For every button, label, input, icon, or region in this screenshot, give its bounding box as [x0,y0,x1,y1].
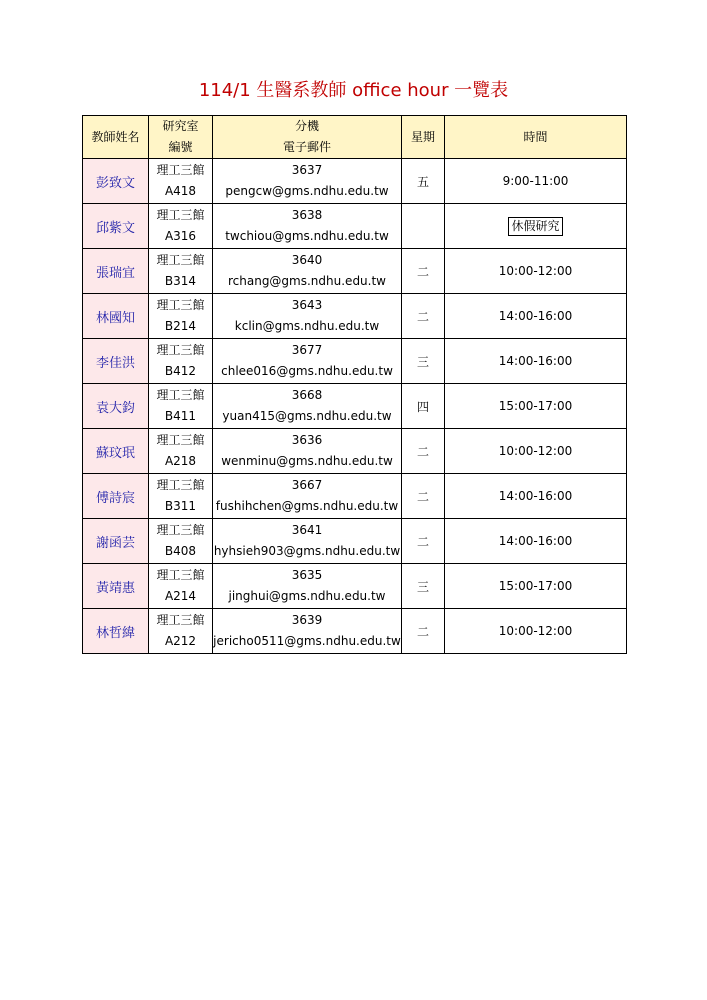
teacher-name-cell: 謝函芸 [83,519,149,564]
day-cell: 二 [402,429,445,474]
building-name: 理工三館 [156,298,205,312]
contact-cell [213,249,402,294]
email-address: hyhsieh903@gms.ndhu.edu.tw [213,544,401,558]
table-row [83,429,627,474]
time-cell: 14:00-16:00 [445,294,627,339]
time-cell [445,204,627,249]
table-row [83,564,627,609]
teacher-name-cell: 邱紫文 [83,204,149,249]
contact-cell [213,204,402,249]
header-room [149,116,213,159]
teacher-name-cell: 林哲緯 [83,609,149,654]
room-number: A218 [164,454,197,468]
room-cell [149,294,213,339]
office-hour-table [82,115,627,654]
contact-cell [213,384,402,429]
room-cell [149,429,213,474]
teacher-name-cell: 彭致文 [83,159,149,204]
day-cell: 二 [402,294,445,339]
phone-extension: 3638 [291,208,323,222]
teacher-name-cell: 李佳洪 [83,339,149,384]
teacher-name-cell: 傅詩宸 [83,474,149,519]
day-cell: 五 [402,159,445,204]
building-name: 理工三館 [156,478,205,492]
contact-cell [213,294,402,339]
header-time: 時間 [445,116,627,159]
day-cell: 二 [402,519,445,564]
room-number: A214 [164,589,197,603]
day-cell: 三 [402,564,445,609]
day-cell: 二 [402,609,445,654]
table-row [83,339,627,384]
time-cell: 9:00-11:00 [445,159,627,204]
email-address: wenminu@gms.ndhu.edu.tw [221,454,393,468]
room-number: A418 [164,184,197,198]
header-contact-line1: 分機 [294,119,319,133]
room-number: B408 [164,544,197,558]
phone-extension: 3639 [291,613,323,627]
contact-cell [213,339,402,384]
teacher-name-cell: 林國知 [83,294,149,339]
table-row [83,249,627,294]
room-number: A316 [164,229,197,243]
table-body [83,159,627,654]
room-cell [149,204,213,249]
time-cell: 10:00-12:00 [445,609,627,654]
header-room-line1: 研究室 [162,119,199,133]
table-row [83,474,627,519]
email-address: rchang@gms.ndhu.edu.tw [227,274,386,288]
email-address: kclin@gms.ndhu.edu.tw [234,319,380,333]
table-row [83,159,627,204]
time-cell: 10:00-12:00 [445,249,627,294]
table-row [83,519,627,564]
table-row [83,204,627,249]
room-number: B311 [164,499,197,513]
room-cell [149,609,213,654]
header-day: 星期 [402,116,445,159]
room-cell [149,339,213,384]
table-row [83,294,627,339]
room-cell [149,159,213,204]
day-cell: 三 [402,339,445,384]
room-number: B214 [164,319,197,333]
vacation-badge: 休假研究 [508,217,562,236]
room-number: A212 [164,634,197,648]
time-cell: 15:00-17:00 [445,384,627,429]
building-name: 理工三館 [156,568,205,582]
email-address: yuan415@gms.ndhu.edu.tw [222,409,392,423]
room-cell [149,474,213,519]
room-cell [149,384,213,429]
building-name: 理工三館 [156,343,205,357]
time-cell: 14:00-16:00 [445,519,627,564]
contact-cell [213,159,402,204]
phone-extension: 3640 [291,253,323,267]
contact-cell [213,609,402,654]
day-cell: 二 [402,474,445,519]
day-cell: 四 [402,384,445,429]
phone-extension: 3635 [291,568,323,582]
phone-extension: 3667 [291,478,323,492]
teacher-name-cell: 袁大鈞 [83,384,149,429]
building-name: 理工三館 [156,253,205,267]
room-cell [149,249,213,294]
email-address: jinghui@gms.ndhu.edu.tw [228,589,386,603]
email-address: twchiou@gms.ndhu.edu.tw [225,229,389,243]
time-cell: 10:00-12:00 [445,429,627,474]
header-contact-line2: 電子郵件 [282,140,331,154]
phone-extension: 3636 [291,433,323,447]
teacher-name-cell: 黃靖惠 [83,564,149,609]
teacher-name-cell: 蘇玟珉 [83,429,149,474]
building-name: 理工三館 [156,163,205,177]
time-cell: 15:00-17:00 [445,564,627,609]
building-name: 理工三館 [156,208,205,222]
document-title: 114/1 生醫系教師 office hour 一覽表 [198,80,509,101]
contact-cell [213,519,402,564]
email-address: pengcw@gms.ndhu.edu.tw [225,184,389,198]
phone-extension: 3637 [291,163,323,177]
email-address: fushihchen@gms.ndhu.edu.tw [215,499,399,513]
contact-cell [213,474,402,519]
email-address: chlee016@gms.ndhu.edu.tw [221,364,393,378]
header-contact [213,116,402,159]
room-cell [149,564,213,609]
room-number: B314 [164,274,197,288]
teacher-name-cell: 張瑞宜 [83,249,149,294]
phone-extension: 3641 [291,523,323,537]
building-name: 理工三館 [156,613,205,627]
time-cell: 14:00-16:00 [445,339,627,384]
room-number: B411 [164,409,197,423]
table-header-row [83,116,627,159]
building-name: 理工三館 [156,388,205,402]
contact-cell [213,564,402,609]
table-row [83,384,627,429]
phone-extension: 3643 [291,298,323,312]
contact-cell [213,429,402,474]
building-name: 理工三館 [156,523,205,537]
phone-extension: 3677 [291,343,323,357]
day-cell: 二 [402,249,445,294]
header-room-line2: 編號 [168,140,193,154]
room-number: B412 [164,364,197,378]
building-name: 理工三館 [156,433,205,447]
email-address: jericho0511@gms.ndhu.edu.tw [213,634,401,648]
day-cell [402,204,445,249]
time-cell: 14:00-16:00 [445,474,627,519]
room-cell [149,519,213,564]
table-row [83,609,627,654]
header-teacher-name: 教師姓名 [83,116,149,159]
phone-extension: 3668 [291,388,323,402]
